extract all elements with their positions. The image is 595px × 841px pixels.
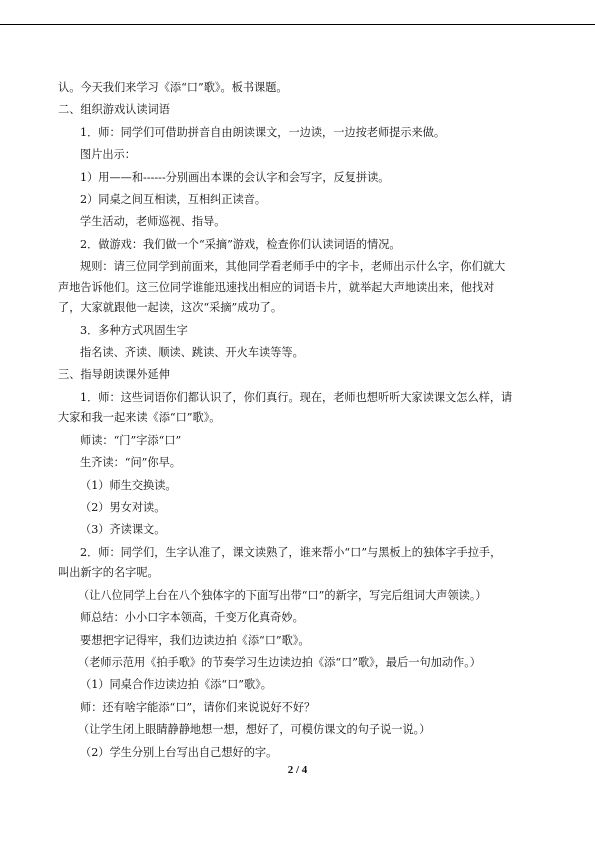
text-line: 1．师：这些词语你们都认识了，你们真行。现在，老师也想听听大家读课文怎么样，请: [80, 390, 513, 404]
text-line: （1）师生交换读。: [80, 478, 177, 492]
text-line: 大家和我一起来读《添“口”歌》。: [58, 411, 221, 425]
text-line: 2）同桌之间互相读，互相纠正读音。: [80, 192, 267, 206]
text-line: （让学生闭上眼睛静静地想一想，想好了，可模仿课文的句子说一说。）: [78, 723, 431, 737]
text-line: 3．多种方式巩固生字: [80, 323, 188, 337]
text-line: 师读：“门”字添“口”: [80, 433, 182, 447]
text-line: 2．师：同学们，生字认准了，课文读熟了，谁来帮小“口”与黑板上的独体字手拉手，: [80, 545, 502, 559]
text-line: 生齐读：“问”你早。: [80, 456, 181, 470]
text-line: 1．师：同学们可借助拼音自由朗读课文，一边读，一边按老师提示来做。: [80, 125, 446, 139]
text-line: （2）学生分别上台写出自己想好的字。: [80, 745, 278, 759]
page-number: 2 / 4: [287, 764, 308, 776]
text-line: （老师示范用《拍手歌》的节奏学习生边读边拍《添“口”歌》，最后一句加动作。）: [78, 655, 481, 669]
text-line: 认。今天我们来学习《添“口”歌》。板书课题。: [58, 81, 288, 94]
text-line: 要想把字记得牢，我们边读边拍《添“口”歌》。: [80, 633, 310, 647]
text-line: 师总结：小小口字本领高，千变万化真奇妙。: [80, 611, 304, 625]
text-line: 1）用——和------分别画出本课的会认字和会写字，反复拼读。: [80, 170, 390, 184]
header-rule: [0, 24, 595, 25]
text-line: （2）男女对读。: [80, 501, 166, 515]
text-line: 叫出新字的名字呢。: [58, 566, 159, 580]
text-line: 了，大家就跟他一起读，这次“采摘”成功了。: [58, 301, 283, 315]
text-line: （1）同桌合作边读边拍《添“口”歌》。: [80, 678, 272, 692]
text-line: 师：还有啥字能添“口”，请你们来说说好不好？: [80, 700, 316, 714]
text-line: 三、指导朗读课外延伸: [58, 368, 170, 382]
text-line: 2．做游戏：我们做一个“采摘”游戏，检查你们认读词语的情况。: [80, 237, 401, 251]
text-line: 图片出示：: [80, 148, 136, 162]
text-line: 声地告诉他们。这三位同学谁能迅速找出相应的词语卡片，就举起大声地读出来，他找对: [58, 280, 495, 294]
text-line: （3）齐读课文。: [80, 523, 166, 537]
text-line: 指名读、齐读、顺读、跳读、开火车读等等。: [80, 346, 304, 360]
text-line: 学生活动，老师巡视、指导。: [80, 215, 226, 229]
text-line: 二、组织游戏认读词语: [58, 103, 170, 117]
text-line: （让八位同学上台在八个独体字的下面写出带“口”的新字，写完后组词大声领读。）: [78, 588, 487, 602]
text-line: 规则：请三位同学到前面来，其他同学看老师手中的字卡，老师出示什么字，你们就大: [80, 260, 506, 274]
document-body: [58, 78, 542, 765]
